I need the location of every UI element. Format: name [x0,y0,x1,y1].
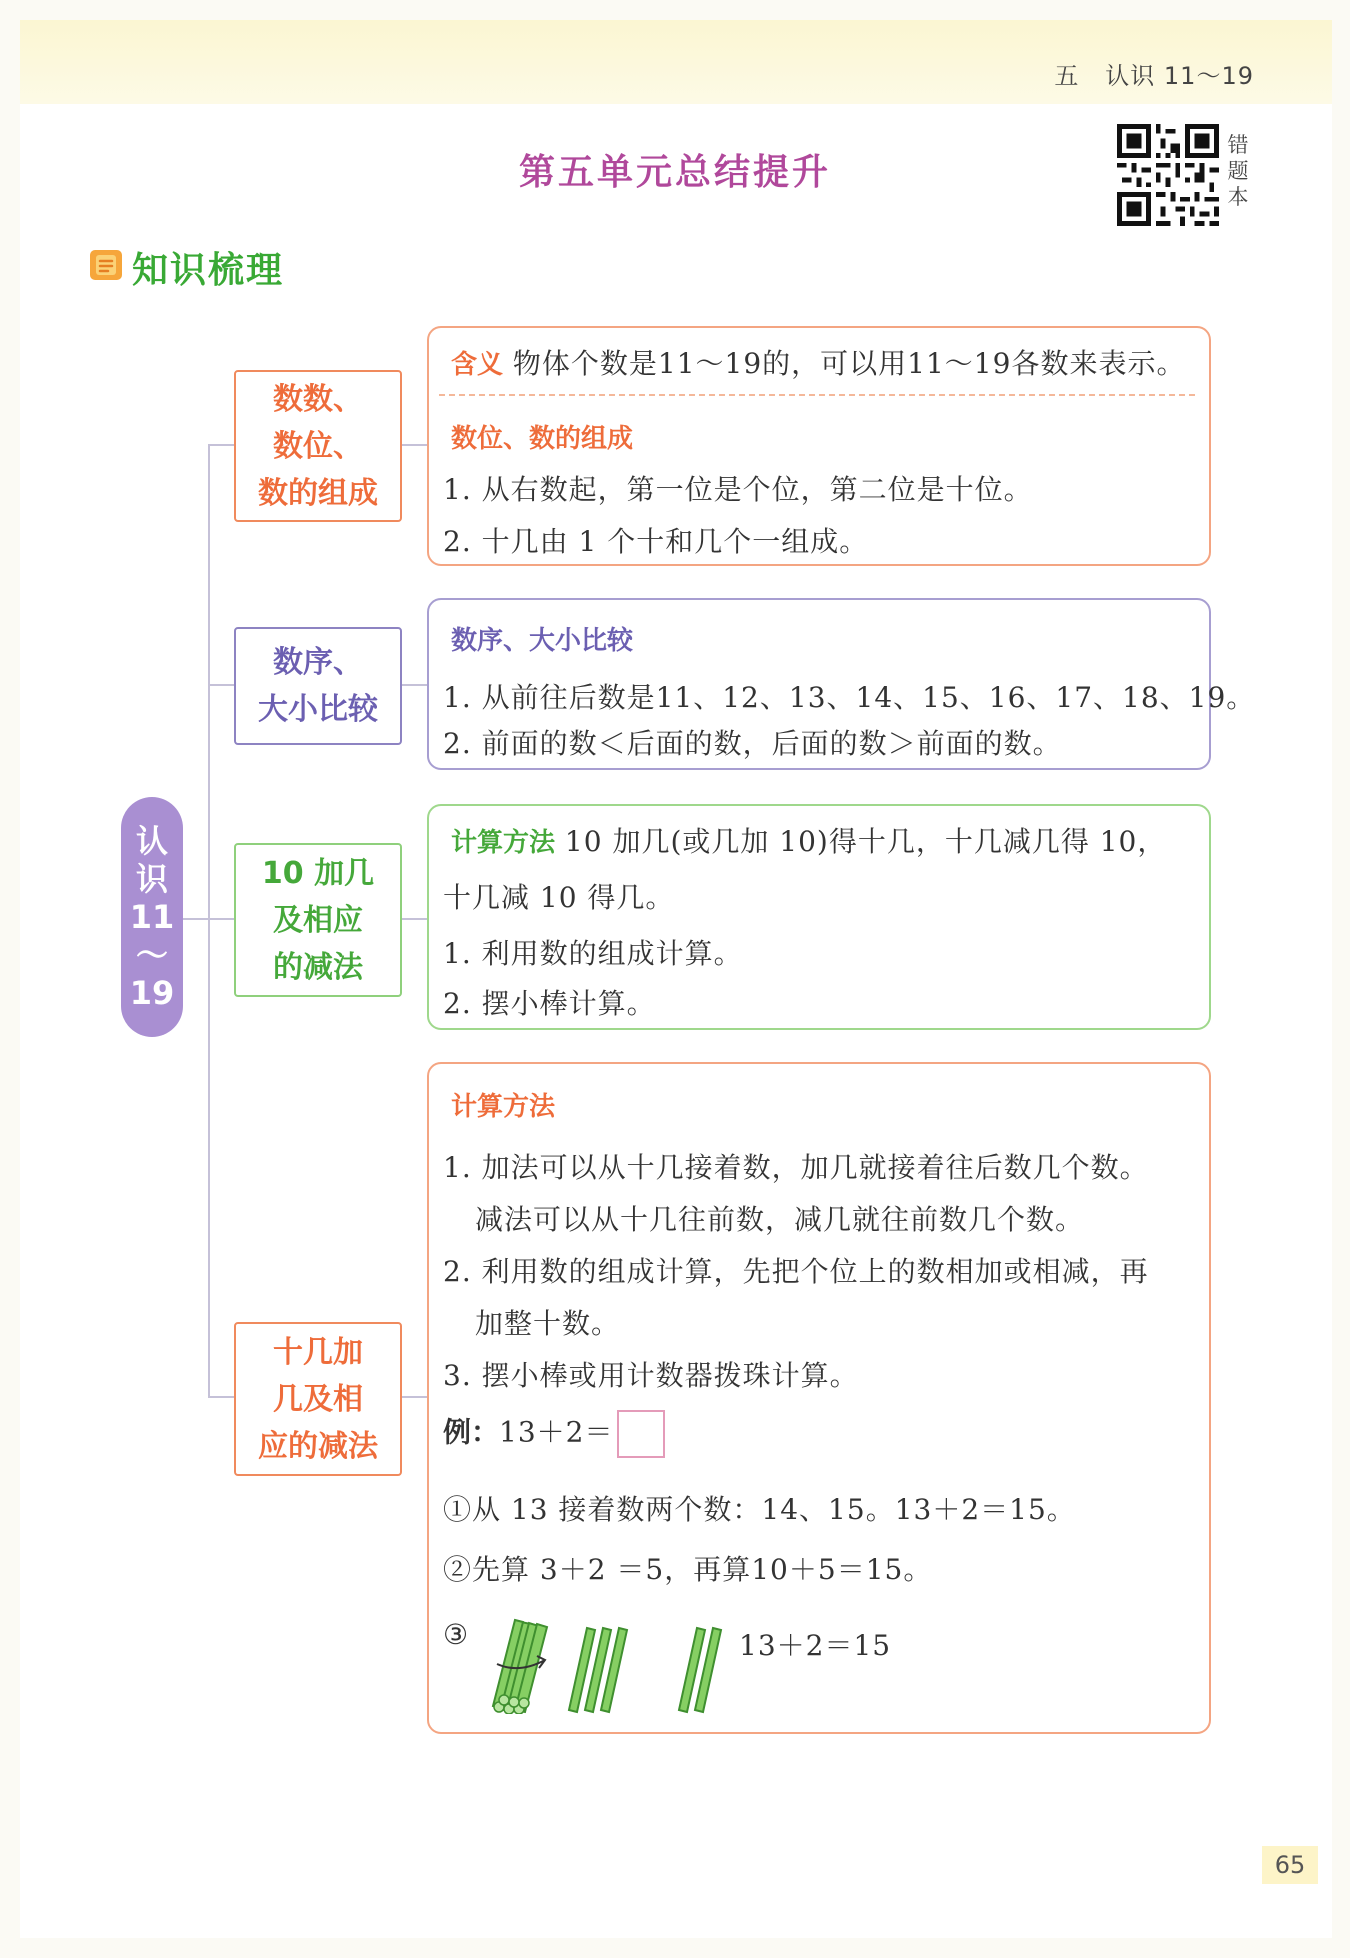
panel-teen-plus [427,1062,1211,1734]
section-title: 知识梳理 [132,250,285,291]
panel3-item-1: 1. 利用数的组成计算。 [443,937,743,970]
meaning-row [451,342,1185,382]
panel4-line-2: 减法可以从十几往前数，减几就往前数几个数。 [475,1203,1085,1236]
connector-line [398,684,427,686]
method-1: ①从 13 接着数两个数：14、15。13＋2＝15。 [443,1493,1076,1526]
panel3-item-2: 2. 摆小棒计算。 [443,987,656,1020]
category-counting-place-value: 数数、 数位、 数的组成 [234,370,402,522]
panel4-line-4: 加整十数。 [475,1307,621,1340]
connector-line [208,444,234,446]
page-title: 第五单元总结提升 [518,152,831,193]
panel3-intro-cont: 十几减 10 得几。 [443,881,675,914]
wrong-question-book-label: 错 题 本 [1227,133,1249,209]
panel4-heading: 计算方法 [451,1092,556,1122]
method-3-marker: ③ [443,1618,470,1651]
stick-bundle-icon [489,1614,559,1714]
panel2-item-1: 1. 从前往后数是11、12、13、14、15、16、17、18、19。 [443,681,1256,714]
panel2-item-2: 2. 前面的数＜后面的数，后面的数＞前面的数。 [443,727,1062,760]
panel4-line-3: 2. 利用数的组成计算，先把个位上的数相加或相减，再 [443,1255,1149,1288]
chapter-title: 认识 11～19 [1105,62,1254,90]
example-row [443,1410,665,1458]
example-expression: 13＋2＝ [499,1415,614,1449]
panel3-intro: 计算方法 10 加几(或几加 10)得十几，十几减几得 10， [451,825,1167,858]
unit-number: 五 [1054,62,1080,90]
connector-line [398,1396,427,1398]
page-number: 65 [1262,1846,1318,1884]
three-sticks-icon [565,1624,635,1714]
tree-trunk-line [208,444,210,1396]
panel2-heading: 数序、大小比较 [451,626,634,656]
qr-code-icon[interactable] [1117,124,1219,226]
panel-order-comparison [427,598,1256,770]
panel-ten-plus [427,804,1211,1030]
notebook-icon [88,248,124,282]
category-ten-plus: 10 加几 及相应 的减法 [234,843,402,997]
connector-line [208,684,234,686]
meaning-label: 含义 [451,350,504,380]
connector-line [398,918,427,920]
meaning-text: 物体个数是11～19的，可以用11～19各数来表示。 [512,347,1186,380]
method-3-equation: 13＋2＝15 [739,1629,892,1662]
category-order-comparison: 数序、 大小比较 [234,627,402,745]
connector-line [183,918,234,920]
two-sticks-icon [675,1624,727,1714]
method-2: ②先算 3＋2 ＝5，再算10＋5＝15。 [443,1553,933,1586]
category-teen-plus: 十几加 几及相 应的减法 [234,1322,402,1476]
panel-place-value [427,326,1211,566]
panel1-heading: 数位、数的组成 [451,424,634,454]
connector-line [398,444,427,446]
panel3-label: 计算方法 [451,828,556,858]
panel1-item-1: 1. 从右数起，第一位是个位，第二位是十位。 [443,473,1033,506]
panel4-line-5: 3. 摆小棒或用计数器拨珠计算。 [443,1359,859,1392]
root-topic-label: 认 识 11 ～ 19 [121,797,183,1037]
panel1-item-2: 2. 十几由 1 个十和几个一组成。 [443,525,869,558]
dashed-divider [439,394,1195,396]
connector-line [208,1396,234,1398]
example-label: 例： [443,1415,500,1449]
answer-box[interactable] [617,1410,665,1458]
chapter-header [1054,56,1254,91]
panel4-line-1: 1. 加法可以从十几接着数，加几就接着往后数几个数。 [443,1151,1149,1184]
